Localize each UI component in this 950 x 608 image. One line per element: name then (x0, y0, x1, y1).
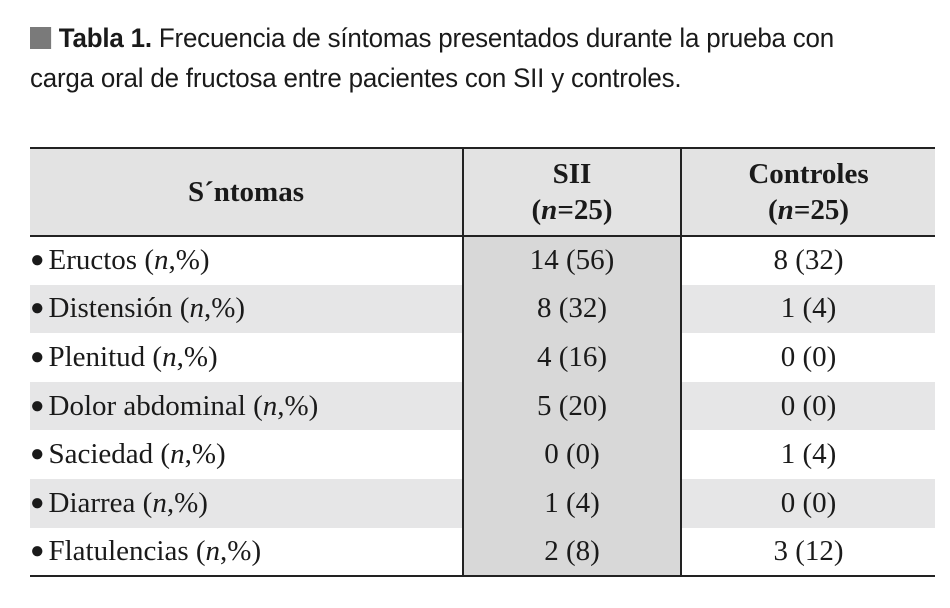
header-controles-n: (n=25) (768, 194, 849, 226)
bullet-icon: ● (30, 343, 45, 370)
symptom-label: Diarrea (n,%) (48, 486, 208, 519)
sii-value: 5 (20) (463, 382, 681, 431)
controles-value: 0 (0) (780, 340, 837, 373)
controles-value: 3 (12) (773, 534, 844, 567)
header-symptoms: S´ntomas (30, 148, 463, 236)
table-row (30, 528, 935, 577)
sii-value: 4 (16) (463, 333, 681, 382)
header-sii (463, 148, 681, 236)
sii-value: 1 (4) (463, 479, 681, 528)
bullet-icon: ● (30, 489, 45, 516)
gray-square-icon (30, 27, 51, 49)
symptom-label: Plenitud (n,%) (48, 340, 218, 373)
table-row (30, 479, 935, 528)
table-caption (30, 18, 899, 98)
sii-value: 14 (56) (463, 236, 681, 285)
controles-value: 1 (4) (780, 438, 837, 471)
symptom-label: Eructos (n,%) (48, 244, 210, 277)
sii-value: 2 (8) (463, 528, 681, 577)
header-controles-name: Controles (748, 158, 869, 190)
controles-value: 8 (32) (773, 244, 844, 277)
symptom-label: Saciedad (n,%) (48, 438, 226, 471)
symptom-label: Distensión (n,%) (48, 292, 246, 325)
bullet-icon: ● (30, 392, 45, 419)
symptom-label: Flatulencias (n,%) (48, 534, 262, 567)
symptom-label: Dolor abdominal (n,%) (48, 389, 319, 422)
table-row (30, 430, 935, 479)
header-controles (681, 148, 935, 236)
controles-value: 1 (4) (780, 292, 837, 325)
controles-value: 0 (0) (780, 389, 837, 422)
caption-label: Tabla 1. (58, 23, 152, 53)
table-row (30, 285, 935, 334)
bullet-icon: ● (30, 537, 45, 564)
table-row (30, 236, 935, 285)
bullet-icon: ● (30, 247, 45, 274)
header-sii-name: SII (552, 158, 592, 190)
table-header-row (30, 148, 935, 236)
bullet-icon: ● (30, 295, 45, 322)
bullet-icon: ● (30, 441, 45, 468)
header-sii-n: (n=25) (531, 194, 613, 226)
sii-value: 0 (0) (463, 430, 681, 479)
caption-text: Frecuencia de síntomas presentados durante la prueba con carga oral de fructosa entre pacientes con SII y controles. (30, 23, 834, 93)
table-row (30, 382, 935, 431)
table-row (30, 333, 935, 382)
controles-value: 0 (0) (780, 486, 837, 519)
sii-value: 8 (32) (463, 285, 681, 334)
symptoms-table (30, 147, 935, 577)
